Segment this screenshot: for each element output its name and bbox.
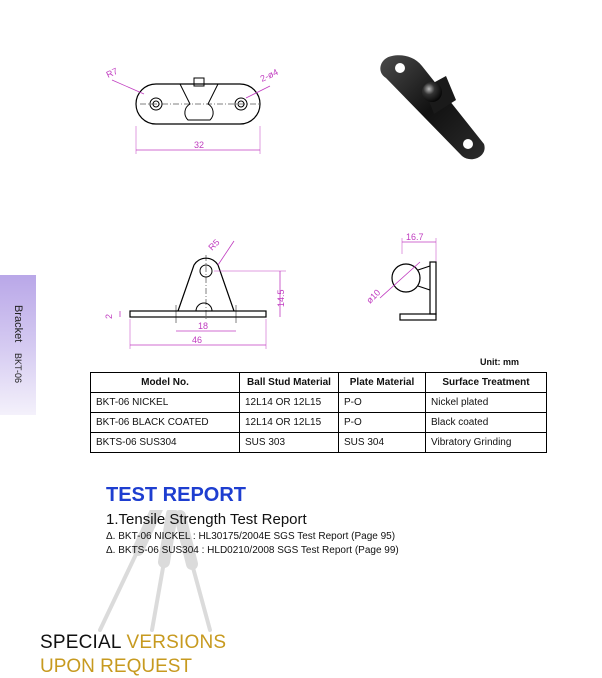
versions-word: VERSIONS xyxy=(126,632,227,653)
table-row xyxy=(91,413,547,433)
table-header: Model No. xyxy=(91,373,240,393)
table-cell: P-O xyxy=(339,393,426,413)
side-tab-label: Bracket xyxy=(12,304,24,343)
table-cell: BKT-06 BLACK COATED xyxy=(91,413,240,433)
table-header-row xyxy=(91,373,547,393)
product-photo xyxy=(370,48,500,168)
front-view-drawing xyxy=(104,235,310,355)
table-cell: BKT-06 NICKEL xyxy=(91,393,240,413)
table-row xyxy=(91,433,547,453)
table-cell: SUS 303 xyxy=(240,433,339,453)
table-cell: Nickel plated xyxy=(426,393,547,413)
table-row xyxy=(91,393,547,413)
unit-label: Unit: mm xyxy=(480,357,519,367)
table-cell: Black coated xyxy=(426,413,547,433)
table-cell: 12L14 OR 12L15 xyxy=(240,413,339,433)
special-versions-heading xyxy=(40,632,226,654)
test-report-title: TEST REPORT xyxy=(106,484,247,506)
table-cell: Vibratory Grinding xyxy=(426,433,547,453)
side-width-label: 16.7 xyxy=(406,232,424,242)
top-view-drawing xyxy=(100,60,300,160)
gas-spring-background-image xyxy=(60,510,260,640)
spec-table xyxy=(90,372,547,453)
upon-request-text: UPON REQUEST xyxy=(40,656,193,677)
front-length-label: 46 xyxy=(192,335,203,345)
table-header: Surface Treatment xyxy=(426,373,547,393)
side-tab-text xyxy=(12,305,24,383)
front-thickness-label: 2 xyxy=(104,313,114,319)
table-cell: BKTS-06 SUS304 xyxy=(91,433,240,453)
table-header: Ball Stud Material xyxy=(240,373,339,393)
special-word: SPECIAL xyxy=(40,632,121,653)
top-holes-label: 2-ø4 xyxy=(258,66,280,84)
table-header: Plate Material xyxy=(339,373,426,393)
table-cell: 12L14 OR 12L15 xyxy=(240,393,339,413)
front-height-label: 14.5 xyxy=(276,289,286,307)
front-spacing-label: 18 xyxy=(198,321,209,331)
side-view-drawing xyxy=(360,232,470,332)
test-report-line: Δ. BKT-06 NICKEL : HL30175/2004E SGS Test Report (Page 95) xyxy=(106,531,396,542)
top-length-label: 32 xyxy=(194,140,205,150)
table-cell: P-O xyxy=(339,413,426,433)
test-report-subtitle: 1.Tensile Strength Test Report xyxy=(106,511,307,528)
side-tab-code: BKT-06 xyxy=(13,353,23,384)
table-cell: SUS 304 xyxy=(339,433,426,453)
top-radius-label: R7 xyxy=(104,65,120,80)
front-radius-label: R5 xyxy=(206,237,222,253)
test-report-line: Δ. BKTS-06 SUS304 : HLD0210/2008 SGS Test Report (Page 99) xyxy=(106,545,399,556)
side-ball-label: ø10 xyxy=(364,287,383,306)
